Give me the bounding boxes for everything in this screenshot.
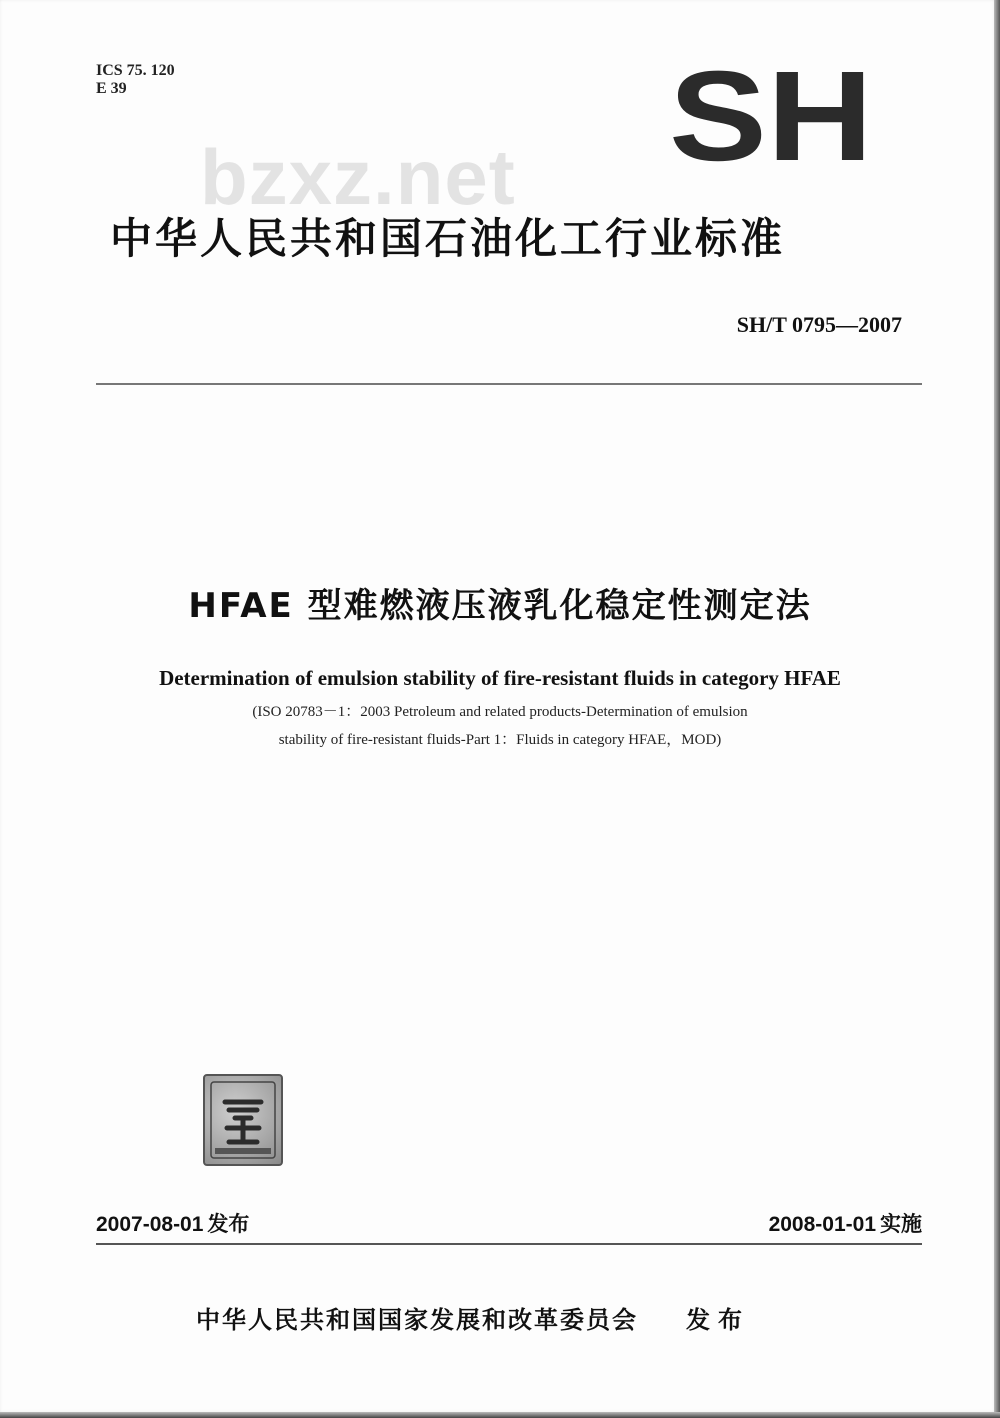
anti-counterfeit-seal — [203, 1074, 283, 1166]
sh-logo — [668, 66, 874, 166]
page-edge-shadow-bottom — [0, 1412, 1000, 1418]
chinese-title: HFAE 型难燃液压液乳化稳定性测定法 — [188, 586, 812, 626]
header-divider — [96, 383, 922, 385]
publisher-name: 中华人民共和国国家发展和改革委员会 — [196, 1306, 638, 1334]
english-title: Determination of emulsion stability of fire-resistant fluids in category HFAE — [159, 666, 841, 690]
seal-graphic — [205, 1076, 281, 1164]
standard-code: SH/T 0795—2007 — [736, 312, 902, 337]
issue-label: 发布 — [207, 1212, 250, 1236]
implementation-label: 实施 — [880, 1212, 922, 1236]
ccs-code: E 39 — [96, 80, 127, 97]
iso-reference-line2: stability of fire-resistant fluids-Part 1：Fluids in category HFAE，MOD) — [278, 732, 722, 748]
classification-codes — [96, 62, 175, 98]
standard-title: 中华人民共和国石油化工行业标准 — [110, 214, 786, 263]
implementation-date-block — [769, 1208, 922, 1238]
issue-date-block — [96, 1208, 249, 1238]
iso-reference — [180, 698, 820, 754]
footer-divider — [96, 1243, 922, 1245]
watermark-text: bzxz.net — [200, 133, 516, 221]
iso-reference-line1: (ISO 20783－1：2003 Petroleum and related products-Determination of emulsion — [252, 704, 748, 720]
issue-date: 2007-08-01 — [96, 1213, 204, 1236]
implementation-date: 2008-01-01 — [768, 1213, 876, 1236]
ics-code: ICS 75. 120 — [96, 62, 175, 79]
sh-logo-text: SH — [669, 66, 873, 166]
page-edge-shadow-right — [994, 0, 1000, 1418]
publisher-action: 发布 — [686, 1306, 750, 1334]
publisher-line — [196, 1300, 750, 1335]
